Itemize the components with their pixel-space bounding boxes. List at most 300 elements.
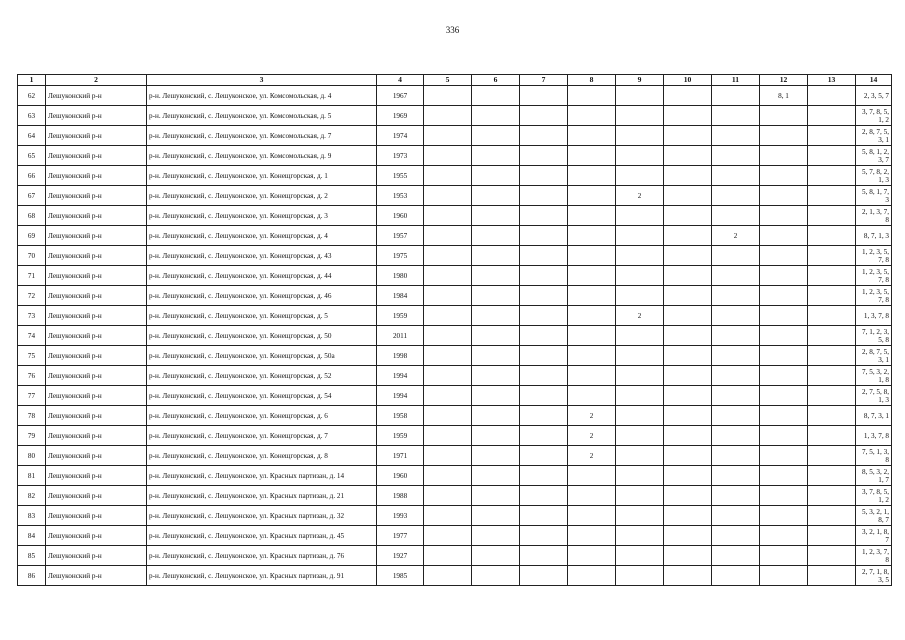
col13-cell [808,546,856,566]
col14-cell: 1, 3, 7, 8 [856,426,892,446]
col8-cell [568,86,616,106]
col6-cell [472,246,520,266]
col6-cell [472,506,520,526]
col5-cell [424,546,472,566]
col10-cell [664,326,712,346]
col8-cell [568,146,616,166]
year-cell: 1980 [377,266,424,286]
col13-cell [808,526,856,546]
row-number-cell: 78 [18,406,46,426]
row-number-cell: 63 [18,106,46,126]
table-row [18,406,892,426]
col11-cell [712,546,760,566]
year-cell: 1969 [377,106,424,126]
col10-cell [664,466,712,486]
col11-cell [712,566,760,586]
row-number-cell: 66 [18,166,46,186]
year-cell: 1984 [377,286,424,306]
col11-cell [712,446,760,466]
col12-cell [760,506,808,526]
col8-cell [568,326,616,346]
district-cell: Лешуконский р-н [46,386,147,406]
col10-cell [664,446,712,466]
col9-cell [616,106,664,126]
col12-cell [760,166,808,186]
column-header-9: 9 [616,75,664,86]
table-row [18,506,892,526]
col9-cell [616,246,664,266]
col11-cell: 2 [712,226,760,246]
col6-cell [472,426,520,446]
col8-cell [568,266,616,286]
col9-cell [616,266,664,286]
col6-cell [472,226,520,246]
district-cell: Лешуконский р-н [46,446,147,466]
address-cell: р-н. Лешуконский, с. Лешуконское, ул. Конещгорская, д. 50а [147,346,377,366]
row-number-cell: 62 [18,86,46,106]
col7-cell [520,166,568,186]
col11-cell [712,246,760,266]
col6-cell [472,446,520,466]
col11-cell [712,186,760,206]
year-cell: 1994 [377,366,424,386]
address-cell: р-н. Лешуконский, с. Лешуконское, ул. Конещгорская, д. 43 [147,246,377,266]
row-number-cell: 85 [18,546,46,566]
col12-cell: 8, 1 [760,86,808,106]
col7-cell [520,486,568,506]
col7-cell [520,226,568,246]
col8-cell [568,346,616,366]
row-number-cell: 73 [18,306,46,326]
row-number-cell: 83 [18,506,46,526]
col5-cell [424,146,472,166]
col6-cell [472,286,520,306]
table-row [18,546,892,566]
table-row [18,566,892,586]
year-cell: 1985 [377,566,424,586]
table-row [18,206,892,226]
col9-cell: 2 [616,306,664,326]
col8-cell [568,566,616,586]
col5-cell [424,306,472,326]
col12-cell [760,246,808,266]
col8-cell: 2 [568,406,616,426]
col9-cell [616,486,664,506]
row-number-cell: 74 [18,326,46,346]
col9-cell [616,286,664,306]
table-row [18,266,892,286]
year-cell: 1973 [377,146,424,166]
district-cell: Лешуконский р-н [46,366,147,386]
col9-cell [616,446,664,466]
page-number: 336 [445,25,460,35]
year-cell: 1994 [377,386,424,406]
col8-cell: 2 [568,446,616,466]
col12-cell [760,366,808,386]
table-body [18,86,892,586]
col11-cell [712,466,760,486]
col8-cell [568,526,616,546]
registry-table [17,74,892,586]
year-cell: 1971 [377,446,424,466]
col7-cell [520,106,568,126]
column-header-7: 7 [520,75,568,86]
col6-cell [472,366,520,386]
col11-cell [712,506,760,526]
table-row [18,86,892,106]
col5-cell [424,366,472,386]
col14-cell: 1, 2, 3, 5, 7, 8 [856,266,892,286]
col10-cell [664,526,712,546]
col12-cell [760,406,808,426]
col9-cell [616,506,664,526]
address-cell: р-н. Лешуконский, с. Лешуконское, ул. Красных партизан, д. 21 [147,486,377,506]
col10-cell [664,186,712,206]
table-row [18,466,892,486]
col5-cell [424,226,472,246]
col10-cell [664,226,712,246]
col13-cell [808,506,856,526]
col7-cell [520,426,568,446]
col14-cell: 5, 8, 1, 7, 3 [856,186,892,206]
col5-cell [424,206,472,226]
col5-cell [424,426,472,446]
col10-cell [664,486,712,506]
year-cell: 1960 [377,206,424,226]
col10-cell [664,206,712,226]
row-number-cell: 79 [18,426,46,446]
col7-cell [520,406,568,426]
col12-cell [760,446,808,466]
col6-cell [472,386,520,406]
col6-cell [472,186,520,206]
col8-cell [568,546,616,566]
district-cell: Лешуконский р-н [46,166,147,186]
col9-cell [616,166,664,186]
address-cell: р-н. Лешуконский, с. Лешуконское, ул. Комсомольская, д. 4 [147,86,377,106]
col13-cell [808,206,856,226]
col14-cell: 2, 7, 5, 8, 1, 3 [856,386,892,406]
col9-cell: 2 [616,186,664,206]
col5-cell [424,126,472,146]
table-row [18,166,892,186]
col7-cell [520,326,568,346]
column-header-8: 8 [568,75,616,86]
col7-cell [520,206,568,226]
col12-cell [760,266,808,286]
col13-cell [808,486,856,506]
column-header-4: 4 [377,75,424,86]
col7-cell [520,546,568,566]
col14-cell: 3, 2, 1, 8, 7 [856,526,892,546]
col11-cell [712,486,760,506]
col6-cell [472,106,520,126]
col9-cell [616,466,664,486]
col14-cell: 3, 7, 8, 5, 1, 2 [856,106,892,126]
row-number-cell: 80 [18,446,46,466]
address-cell: р-н. Лешуконский, с. Лешуконское, ул. Конещгорская, д. 5 [147,306,377,326]
year-cell: 1977 [377,526,424,546]
header-row [18,75,892,86]
table-row [18,306,892,326]
column-header-14: 14 [856,75,892,86]
col8-cell [568,306,616,326]
col12-cell [760,426,808,446]
year-cell: 1988 [377,486,424,506]
col5-cell [424,486,472,506]
col10-cell [664,286,712,306]
col9-cell [616,426,664,446]
col9-cell [616,366,664,386]
address-cell: р-н. Лешуконский, с. Лешуконское, ул. Конещгорская, д. 8 [147,446,377,466]
col7-cell [520,366,568,386]
col10-cell [664,86,712,106]
col14-cell: 1, 3, 7, 8 [856,306,892,326]
address-cell: р-н. Лешуконский, с. Лешуконское, ул. Конещгорская, д. 3 [147,206,377,226]
col11-cell [712,346,760,366]
column-header-1: 1 [18,75,46,86]
col5-cell [424,86,472,106]
col13-cell [808,106,856,126]
col8-cell [568,286,616,306]
year-cell: 1958 [377,406,424,426]
col5-cell [424,106,472,126]
col9-cell [616,206,664,226]
district-cell: Лешуконский р-н [46,226,147,246]
col9-cell [616,546,664,566]
col12-cell [760,186,808,206]
address-cell: р-н. Лешуконский, с. Лешуконское, ул. Красных партизан, д. 32 [147,506,377,526]
district-cell: Лешуконский р-н [46,566,147,586]
column-header-13: 13 [808,75,856,86]
col13-cell [808,306,856,326]
col9-cell [616,526,664,546]
col10-cell [664,546,712,566]
col13-cell [808,226,856,246]
col5-cell [424,506,472,526]
col9-cell [616,126,664,146]
col14-cell: 2, 7, 1, 8, 3, 5 [856,566,892,586]
col11-cell [712,146,760,166]
col10-cell [664,166,712,186]
col6-cell [472,166,520,186]
address-cell: р-н. Лешуконский, с. Лешуконское, ул. Конещгорская, д. 52 [147,366,377,386]
col13-cell [808,146,856,166]
address-cell: р-н. Лешуконский, с. Лешуконское, ул. Красных партизан, д. 14 [147,466,377,486]
col5-cell [424,526,472,546]
col10-cell [664,126,712,146]
col12-cell [760,326,808,346]
col12-cell [760,526,808,546]
row-number-cell: 86 [18,566,46,586]
col14-cell: 1, 2, 3, 7, 8 [856,546,892,566]
col13-cell [808,406,856,426]
district-cell: Лешуконский р-н [46,206,147,226]
year-cell: 1993 [377,506,424,526]
address-cell: р-н. Лешуконский, с. Лешуконское, ул. Конещгорская, д. 6 [147,406,377,426]
column-header-5: 5 [424,75,472,86]
address-cell: р-н. Лешуконский, с. Лешуконское, ул. Конещгорская, д. 44 [147,266,377,286]
col9-cell [616,346,664,366]
col12-cell [760,486,808,506]
address-cell: р-н. Лешуконский, с. Лешуконское, ул. Комсомольская, д. 7 [147,126,377,146]
col6-cell [472,206,520,226]
district-cell: Лешуконский р-н [46,86,147,106]
col11-cell [712,206,760,226]
year-cell: 1998 [377,346,424,366]
col7-cell [520,146,568,166]
col6-cell [472,466,520,486]
col6-cell [472,326,520,346]
year-cell: 1960 [377,466,424,486]
row-number-cell: 69 [18,226,46,246]
col8-cell: 2 [568,426,616,446]
col14-cell: 1, 2, 3, 5, 7, 8 [856,246,892,266]
col6-cell [472,406,520,426]
col6-cell [472,126,520,146]
district-cell: Лешуконский р-н [46,186,147,206]
col5-cell [424,166,472,186]
col6-cell [472,86,520,106]
year-cell: 1927 [377,546,424,566]
col7-cell [520,286,568,306]
col6-cell [472,566,520,586]
address-cell: р-н. Лешуконский, с. Лешуконское, ул. Красных партизан, д. 91 [147,566,377,586]
col11-cell [712,106,760,126]
col9-cell [616,86,664,106]
district-cell: Лешуконский р-н [46,106,147,126]
col8-cell [568,246,616,266]
col13-cell [808,246,856,266]
col5-cell [424,446,472,466]
column-header-3: 3 [147,75,377,86]
row-number-cell: 65 [18,146,46,166]
year-cell: 1959 [377,426,424,446]
col12-cell [760,346,808,366]
col6-cell [472,526,520,546]
col13-cell [808,426,856,446]
col9-cell [616,146,664,166]
col13-cell [808,346,856,366]
col12-cell [760,466,808,486]
row-number-cell: 70 [18,246,46,266]
address-cell: р-н. Лешуконский, с. Лешуконское, ул. Конещгорская, д. 4 [147,226,377,246]
district-cell: Лешуконский р-н [46,326,147,346]
col10-cell [664,426,712,446]
table-row [18,106,892,126]
col14-cell: 8, 7, 3, 1 [856,406,892,426]
col5-cell [424,246,472,266]
col10-cell [664,306,712,326]
col9-cell [616,386,664,406]
col12-cell [760,146,808,166]
column-header-12: 12 [760,75,808,86]
col13-cell [808,446,856,466]
col14-cell: 2, 3, 5, 7 [856,86,892,106]
col6-cell [472,266,520,286]
col7-cell [520,86,568,106]
col13-cell [808,266,856,286]
col13-cell [808,86,856,106]
col14-cell: 7, 1, 2, 3, 5, 8 [856,326,892,346]
col12-cell [760,566,808,586]
year-cell: 1953 [377,186,424,206]
col12-cell [760,306,808,326]
table-row [18,286,892,306]
col12-cell [760,386,808,406]
col13-cell [808,326,856,346]
col14-cell: 1, 2, 3, 5, 7, 8 [856,286,892,306]
col10-cell [664,366,712,386]
col11-cell [712,166,760,186]
col13-cell [808,566,856,586]
col8-cell [568,366,616,386]
col5-cell [424,566,472,586]
district-cell: Лешуконский р-н [46,246,147,266]
col13-cell [808,166,856,186]
col5-cell [424,186,472,206]
col12-cell [760,226,808,246]
col10-cell [664,406,712,426]
table-row [18,186,892,206]
address-cell: р-н. Лешуконский, с. Лешуконское, ул. Комсомольская, д. 9 [147,146,377,166]
address-cell: р-н. Лешуконский, с. Лешуконское, ул. Красных партизан, д. 76 [147,546,377,566]
col7-cell [520,386,568,406]
col5-cell [424,346,472,366]
col10-cell [664,106,712,126]
address-cell: р-н. Лешуконский, с. Лешуконское, ул. Конещгорская, д. 46 [147,286,377,306]
address-cell: р-н. Лешуконский, с. Лешуконское, ул. Конещгорская, д. 7 [147,426,377,446]
table-row [18,246,892,266]
address-cell: р-н. Лешуконский, с. Лешуконское, ул. Конещгорская, д. 2 [147,186,377,206]
year-cell: 1957 [377,226,424,246]
col13-cell [808,186,856,206]
table-row [18,146,892,166]
col9-cell [616,226,664,246]
address-cell: р-н. Лешуконский, с. Лешуконское, ул. Красных партизан, д. 45 [147,526,377,546]
col14-cell: 5, 7, 8, 2, 1, 3 [856,166,892,186]
col9-cell [616,566,664,586]
col14-cell: 7, 5, 3, 2, 1, 8 [856,366,892,386]
column-header-10: 10 [664,75,712,86]
table-row [18,126,892,146]
col14-cell: 7, 5, 1, 3, 8 [856,446,892,466]
col5-cell [424,406,472,426]
district-cell: Лешуконский р-н [46,466,147,486]
col8-cell [568,186,616,206]
col10-cell [664,346,712,366]
col10-cell [664,266,712,286]
address-cell: р-н. Лешуконский, с. Лешуконское, ул. Конещгорская, д. 54 [147,386,377,406]
district-cell: Лешуконский р-н [46,486,147,506]
col5-cell [424,386,472,406]
col14-cell: 8, 5, 3, 2, 1, 7 [856,466,892,486]
col5-cell [424,266,472,286]
col7-cell [520,126,568,146]
col11-cell [712,386,760,406]
col6-cell [472,146,520,166]
col6-cell [472,546,520,566]
table-row [18,326,892,346]
col6-cell [472,306,520,326]
col14-cell: 3, 7, 8, 5, 1, 2 [856,486,892,506]
col7-cell [520,246,568,266]
col7-cell [520,346,568,366]
col13-cell [808,286,856,306]
district-cell: Лешуконский р-н [46,526,147,546]
col11-cell [712,126,760,146]
row-number-cell: 81 [18,466,46,486]
